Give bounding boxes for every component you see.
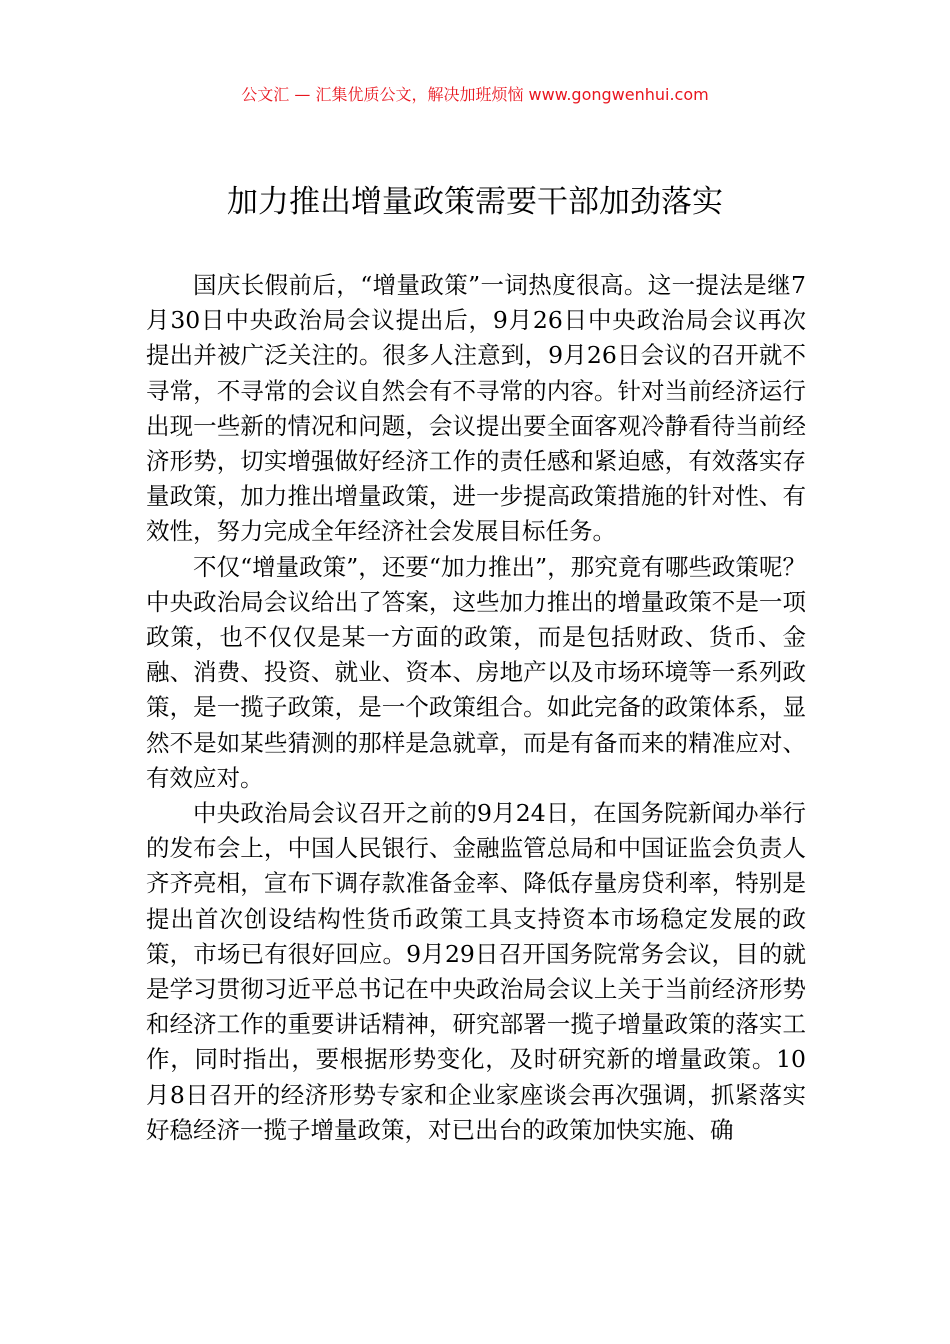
paragraph: 国庆长假前后，“增量政策”一词热度很高。这一提法是继7月30日中央政治局会议提出后，9月26日中央政治局会议再次提出并被广泛关注的。很多人注意到，9月26日会议的召开就不寻常，不寻常的会议自然会有不寻常的内容。针对当前经济运行出现一些新的情况和问题，会议提出要全面客观冷静看待当前经济形势，切实增强做好经济工作的责任感和紧迫感，有效落实存量政策，加力推出增量政策，进一步提高政策措施的针对性、有效性，努力完成全年经济社会发展目标任务。 [146, 271, 806, 546]
paragraph: 不仅“增量政策”，还要“加力推出”，那究竟有哪些政策呢？中央政治局会议给出了答案，这些加力推出的增量政策不是一项政策，也不仅仅是某一方面的政策，而是包括财政、货币、金融、消费、投资、就业、资本、房地产以及市场环境等一系列政策，是一揽子政策，是一个政策组合。如此完备的政策体系，显然不是如某些猜测的那样是急就章，而是有备而来的精准应对、有效应对。 [146, 552, 806, 792]
article-body [146, 268, 806, 1148]
page-title: 加力推出增量政策需要干部加劲落实 [227, 184, 723, 220]
paragraph: 中央政治局会议召开之前的9月24日，在国务院新闻办举行的发布会上，中国人民银行、金融监管总局和中国证监会负责人齐齐亮相，宣布下调存款准备金率、降低存量房贷利率，特别是提出首次创设结构性货币政策工具支持资本市场稳定发展的政策，市场已有很好回应。9月29日召开国务院常务会议，目的就是学习贯彻习近平总书记在中央政治局会议上关于当前经济形势和经济工作的重要讲话精神，研究部署一揽子增量政策的落实工作，同时指出，要根据形势变化，及时研究新的增量政策。10月8日召开的经济形势专家和企业家座谈会再次强调，抓紧落实好稳经济一揽子增量政策，对已出台的政策加快实施、确 [146, 799, 806, 1144]
site-banner: 公文汇 — 汇集优质公文，解决加班烦恼 www.gongwenhui.com [241, 85, 709, 104]
